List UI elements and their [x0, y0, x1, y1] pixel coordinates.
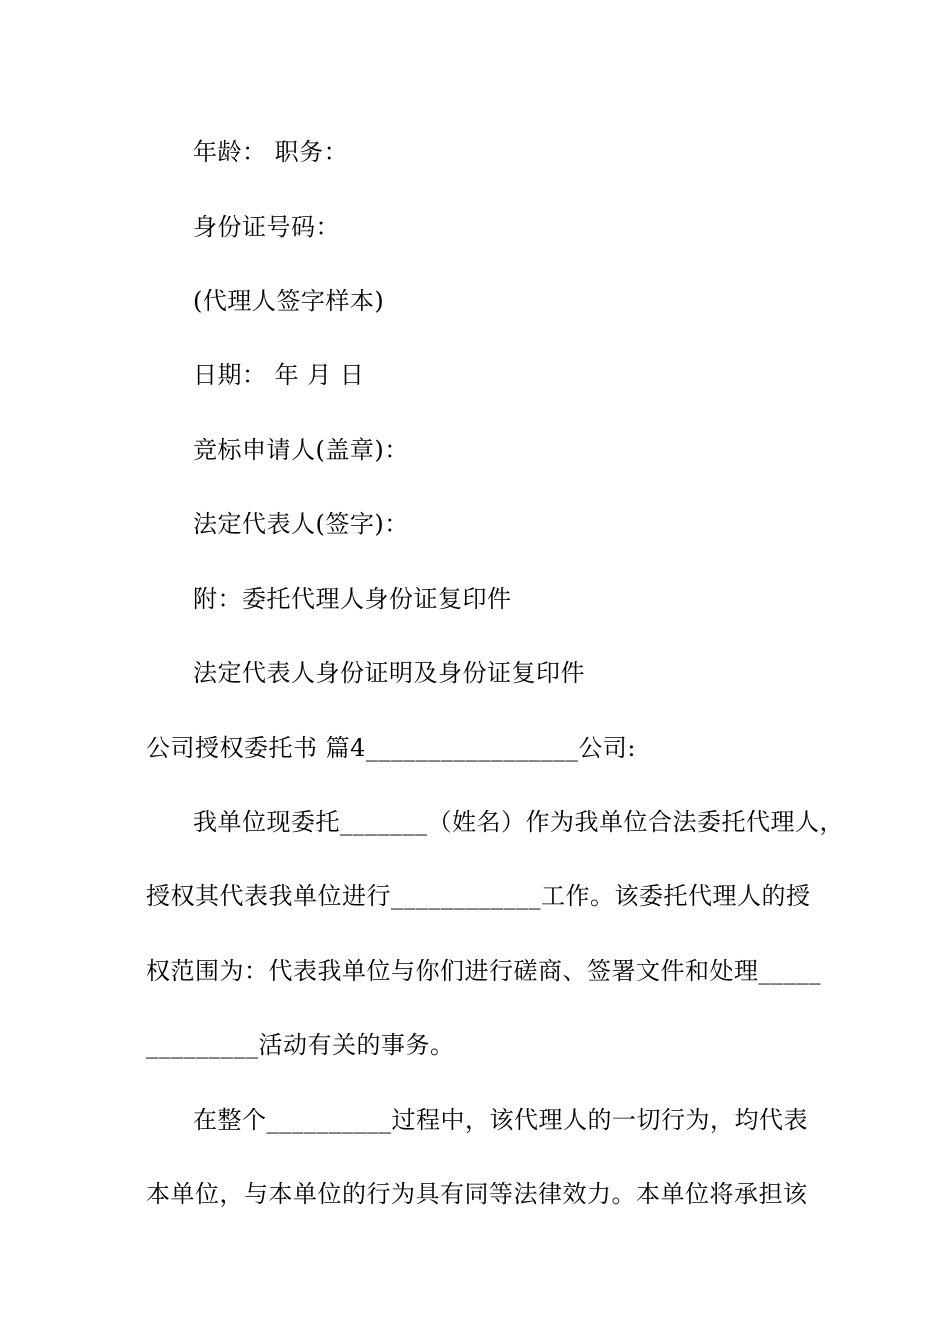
agent-signature-sample-line: (代理人签字样本)	[193, 287, 385, 315]
paragraph-2-line-1: 在整个__________过程中，该代理人的一切行为，均代表	[193, 1106, 808, 1134]
applicant-seal-line: 竞标申请人(盖章)：	[193, 436, 409, 464]
paragraph-1-line-2: 授权其代表我单位进行____________工作。该委托代理人的授	[146, 882, 811, 910]
attachment-line: 附：委托代理人身份证复印件	[193, 585, 512, 613]
paragraph-2-line-2: 本单位，与本单位的行为具有同等法律效力。本单位将承担该	[146, 1180, 808, 1208]
legal-rep-id-line: 法定代表人身份证明及身份证复印件	[193, 659, 585, 687]
paragraph-1-line-4: _________活动有关的事务。	[146, 1031, 455, 1059]
legal-rep-signature-line: 法定代表人(签字)：	[193, 510, 409, 538]
section-heading-line: 公司授权委托书 篇4_________________公司:	[146, 734, 636, 762]
age-position-line: 年龄： 职务：	[193, 138, 349, 166]
date-line: 日期： 年 月 日	[193, 361, 365, 389]
id-number-line: 身份证号码：	[193, 213, 340, 241]
paragraph-1-line-3: 权范围为：代表我单位与你们进行磋商、签署文件和处理_____	[146, 957, 821, 985]
paragraph-1-line-1: 我单位现委托_______（姓名）作为我单位合法委托代理人，	[193, 808, 844, 836]
